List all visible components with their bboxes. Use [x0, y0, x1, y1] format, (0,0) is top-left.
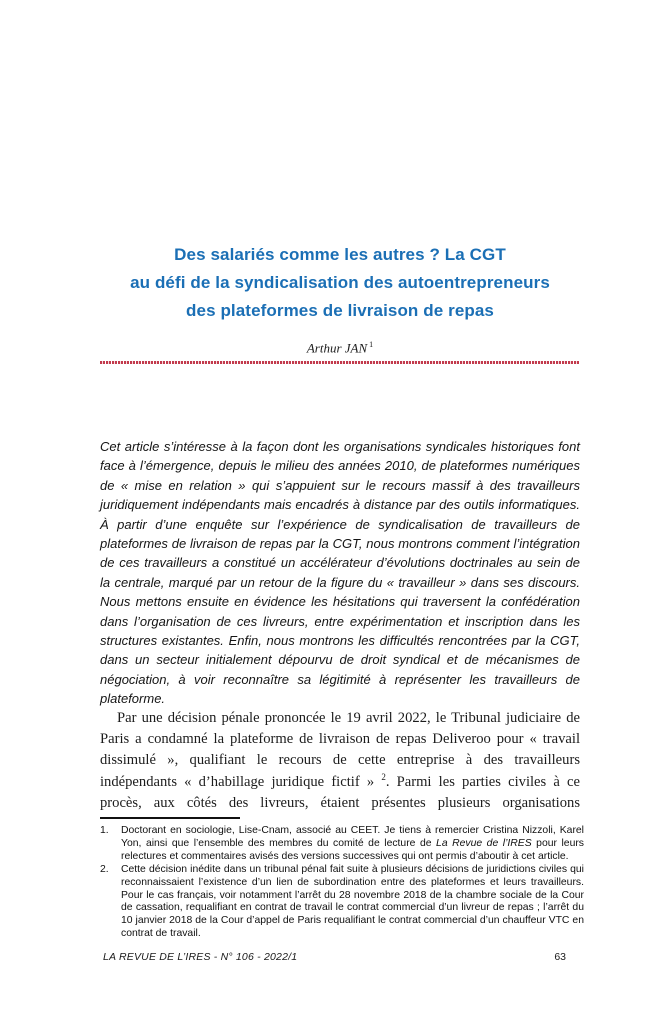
page-footer	[103, 951, 580, 963]
article-title-line-1: Des salariés comme les autres ? La CGT	[174, 245, 506, 264]
journal-reference: LA REVUE DE L’IRES - N° 106 - 2022/1	[103, 951, 298, 963]
footnote-2-number: 2.	[100, 863, 109, 875]
footnote-1-text	[121, 825, 584, 864]
footnote-1-text-part1: Doctorant en sociologie, Lise-Cnam, associé au CEET. Je tiens à remercier Cristina Nizzoli, Karel Yon, ainsi que l’ensemble des membres du comité de lecture de	[121, 825, 584, 849]
body-footnote-ref: 2	[381, 771, 386, 782]
red-dotted-separator	[100, 361, 580, 364]
article-title-line-2: au défi de la syndicalisation des autoentrepreneurs	[130, 273, 550, 292]
footnote-1-text-part2: pour leurs relectures et commentaires avisés des versions successives qui ont permis d’aboutir à cet article.	[121, 837, 584, 862]
footnote-1	[100, 825, 584, 864]
author-line	[100, 340, 580, 356]
footnote-separator-rule	[100, 817, 240, 819]
body-paragraph	[100, 708, 580, 814]
abstract-paragraph: Cet article s’intéresse à la façon dont les organisations syndicales historiques font face à l’émergence, depuis le milieu des années 2010, de plateformes numériques de « mise en relation » qui s’appuient sur le recours massif à des travailleurs juridiquement indépendants mais encadrés à distance par des outils informatiques. À partir d’une enquête sur l’expérience de syndicalisation de travailleurs de plateformes de livraison de repas par la CGT, nous montrons comment l’intégration de ces travailleurs a constitué un accélérateur d’évolutions doctrinales au sein de la centrale, marqué par un retour de la figure du « travailleur » dans ses discours. Nous mettons ensuite en évidence les hésitations qui traversent la confédération dans l’organisation de ces livreurs, entre expérimentation et inscription dans les structures existantes. Enfin, nous montrons les difficultés rencontrées par la CGT, dans un secteur initialement dépourvu de droit syndical et de mécanismes de négociation, à voir reconnaître sa légitimité à représenter les travailleurs de plateforme.	[100, 439, 580, 707]
footnote-2-text: Cette décision inédite dans un tribunal pénal fait suite à plusieurs décisions de juridictions civiles qui reconnaissaient l’existence d’un lien de subordination entre des plateformes et leurs travailleurs. Pour le cas français, voir notamment l’arrêt du 28 novembre 2018 de la chambre sociale de la Cour de cassation, requalifiant en contrat de travail le contrat commercial d’un livreur de repas ; l’arrêt du 10 janvier 2018 de la Cour d’appel de Paris requalifiant le contrat commercial d’un chauffeur VTC en contrat de travail.	[121, 863, 584, 940]
footnote-2	[100, 864, 584, 941]
author-footnote-ref: 1	[369, 340, 374, 349]
article-title	[90, 241, 590, 325]
article-title-line-3: des plateformes de livraison de repas	[186, 301, 494, 320]
footnote-1-number: 1.	[100, 825, 109, 836]
page-number: 63	[554, 951, 566, 963]
body-text-before-sup: Par une décision pénale prononcée le 19 avril 2022, le Tribunal judiciaire de Paris a condamné la plateforme de livraison de repas Deliveroo pour « travail dissimulé », qualifiant le recours de cette entreprise à des travailleurs indépendants « d’habillage juridique fictif »	[100, 710, 580, 790]
footnote-1-journal-title: La Revue de l’IRES	[436, 837, 532, 849]
body-text-after-sup: . Parmi les parties civiles à ce procès, aux côtés des livreurs, étaient présentes plusieurs organisations	[100, 773, 580, 811]
footnotes	[100, 825, 584, 941]
author-name: Arthur JAN	[306, 340, 368, 356]
